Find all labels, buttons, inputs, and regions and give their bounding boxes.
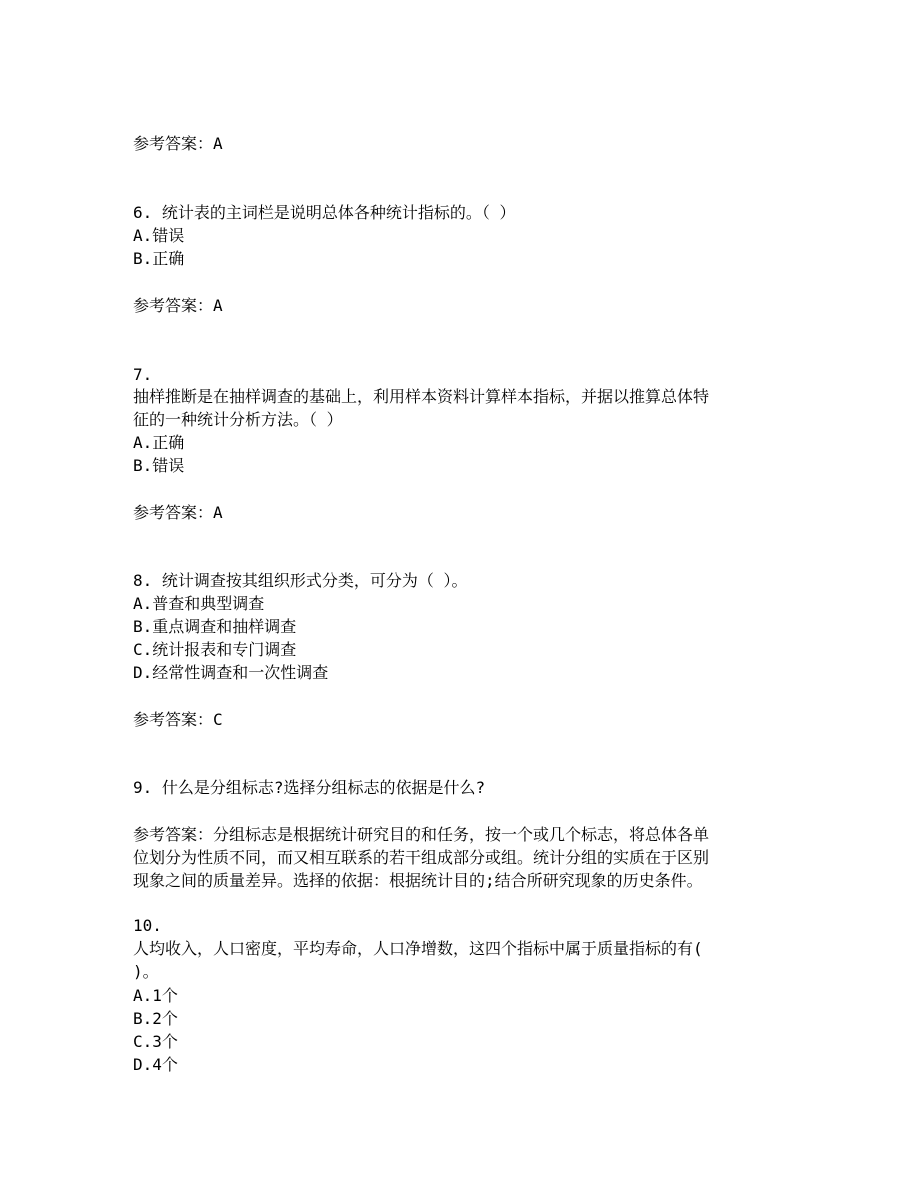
q6-option-b: B.正确 bbox=[133, 249, 185, 268]
q6-stem: 6. 统计表的主词栏是说明总体各种统计指标的。（ ） bbox=[133, 203, 516, 222]
q10-option-b: B.2个 bbox=[133, 1009, 178, 1028]
q9-stem: 9. 什么是分组标志?选择分组标志的依据是什么? bbox=[133, 778, 486, 797]
q10-number: 10. bbox=[133, 916, 162, 935]
q9-answer-line-3: 现象之间的质量差异。选择的依据：根据统计目的;结合所研究现象的历史条件。 bbox=[133, 871, 703, 890]
q9-answer-line-2: 位划分为性质不同，而又相互联系的若干组成部分或组。统计分组的实质在于区别 bbox=[133, 848, 710, 867]
q7-option-b: B.错误 bbox=[133, 456, 185, 475]
q6-option-a: A.错误 bbox=[133, 226, 185, 245]
q10-option-a: A.1个 bbox=[133, 986, 178, 1005]
q8-option-c: C.统计报表和专门调查 bbox=[133, 640, 297, 659]
q8-option-b: B.重点调查和抽样调查 bbox=[133, 617, 297, 636]
q6-answer: 参考答案：A bbox=[133, 296, 223, 315]
q5-answer: 参考答案：A bbox=[133, 134, 223, 153]
q7-option-a: A.正确 bbox=[133, 433, 185, 452]
q7-stem-line-1: 抽样推断是在抽样调查的基础上，利用样本资料计算样本指标，并据以推算总体特 bbox=[133, 387, 710, 406]
q10-stem-line-1: 人均收入，人口密度，平均寿命，人口净增数，这四个指标中属于质量指标的有( bbox=[133, 939, 703, 958]
q8-option-d: D.经常性调查和一次性调查 bbox=[133, 663, 329, 682]
q8-answer: 参考答案：C bbox=[133, 710, 223, 729]
q9-answer-line-1: 参考答案：分组标志是根据统计研究目的和任务，按一个或几个标志，将总体各单 bbox=[133, 825, 710, 844]
q8-option-a: A.普查和典型调查 bbox=[133, 594, 265, 613]
q7-answer: 参考答案：A bbox=[133, 503, 223, 522]
q10-option-d: D.4个 bbox=[133, 1055, 178, 1074]
q7-number: 7. bbox=[133, 365, 153, 384]
q10-stem-line-2: )。 bbox=[133, 962, 159, 981]
q8-stem: 8. 统计调查按其组织形式分类，可分为（ ）。 bbox=[133, 571, 468, 590]
q7-stem-line-2: 征的一种统计分析方法。（ ） bbox=[133, 410, 343, 429]
q10-option-c: C.3个 bbox=[133, 1032, 178, 1051]
